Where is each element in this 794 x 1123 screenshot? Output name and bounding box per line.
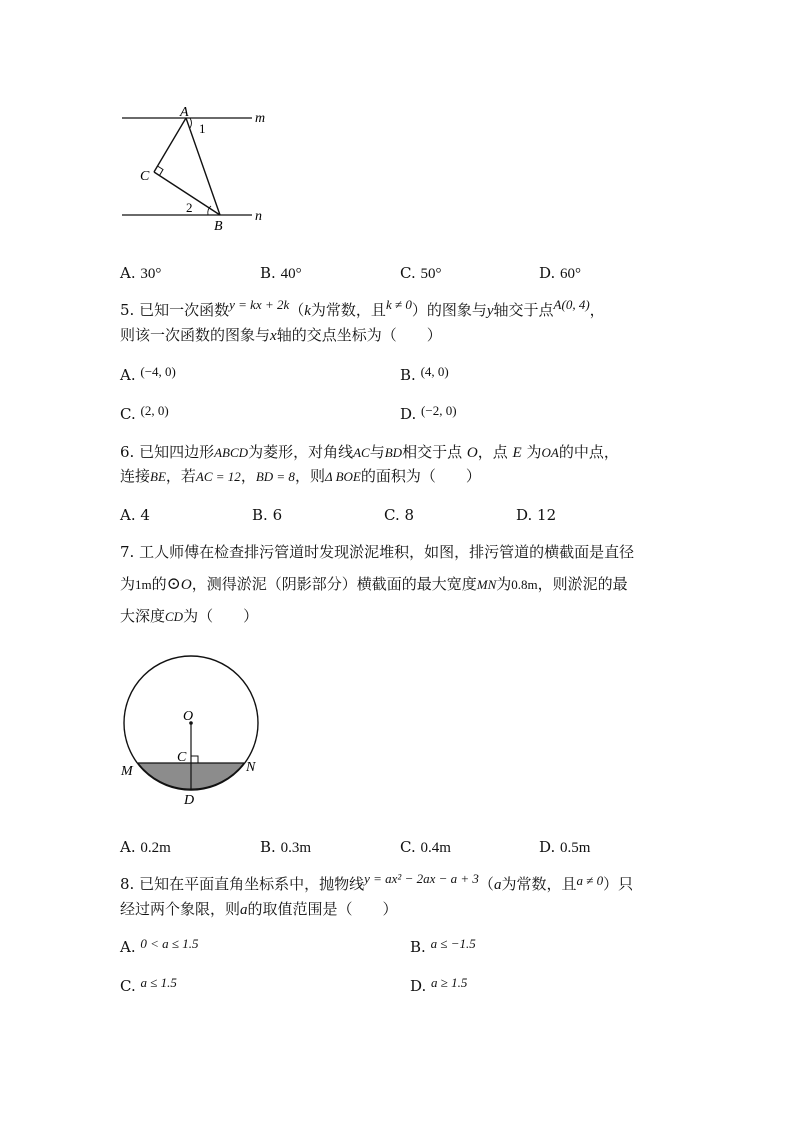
label-1: 1 bbox=[199, 121, 206, 136]
label-n: n bbox=[255, 209, 262, 224]
q7-stem-line1: 7. 工人师傅在检查排污管道时发现淤泥堆积，如图，排污管道的横截面是直径 bbox=[120, 543, 635, 561]
q6-option-b[interactable]: B. 6 bbox=[252, 506, 283, 524]
q7-option-d[interactable]: D. 0.5m bbox=[539, 838, 591, 856]
label-A: A bbox=[180, 105, 189, 120]
q6-stem-line1: 6. 已知四边形ABCD为菱形，对角线AC与BD相交于点 O，点 E 为OA的中点， bbox=[120, 443, 619, 461]
label-B: B bbox=[214, 219, 223, 234]
q5-stem-line1: 5. 已知一次函数y = kx + 2k（k为常数，且k ≠ 0）的图象与y轴交于点A(0, 4)， bbox=[120, 297, 605, 319]
figure-parallel-lines-triangle bbox=[110, 100, 290, 240]
q6-stem-line2: 连接BE，若AC = 12，BD = 8，则Δ BOE的面积为（ ） bbox=[120, 467, 481, 485]
q8-option-c[interactable]: C. a ≤ 1.5 bbox=[120, 975, 177, 995]
label-D: D bbox=[184, 793, 195, 808]
q6-option-c[interactable]: C. 8 bbox=[384, 506, 415, 524]
q4-option-a[interactable]: A. 30° bbox=[120, 264, 162, 282]
q8-stem-line1: 8. 已知在平面直角坐标系中，抛物线y = ax² − 2ax − a + 3（a为常数，且a ≠ 0）只 bbox=[120, 871, 634, 893]
q8-option-b[interactable]: B. a ≤ −1.5 bbox=[410, 936, 476, 956]
label-O: O bbox=[183, 709, 194, 724]
label-2: 2 bbox=[186, 200, 193, 215]
q5-option-c[interactable]: C. (2, 0) bbox=[120, 403, 169, 423]
q7-stem-line3: 大深度CD为（ ） bbox=[120, 607, 259, 625]
q4-option-b[interactable]: B. 40° bbox=[260, 264, 302, 282]
q6-option-a[interactable]: A. 4 bbox=[120, 506, 150, 524]
label-N: N bbox=[246, 760, 256, 775]
q4-option-c[interactable]: C. 50° bbox=[400, 264, 442, 282]
q7-stem-line2: 为1m的⊙O，测得淤泥（阴影部分）横截面的最大宽度MN为0.8m，则淤泥的最 bbox=[120, 574, 628, 594]
label-C: C bbox=[177, 750, 187, 765]
label-C: C bbox=[140, 169, 150, 184]
q8-option-a[interactable]: A. 0 < a ≤ 1.5 bbox=[120, 936, 199, 956]
q7-option-a[interactable]: A. 0.2m bbox=[120, 838, 171, 856]
q6-option-d[interactable]: D. 12 bbox=[516, 506, 557, 524]
q5-option-d[interactable]: D. (−2, 0) bbox=[400, 403, 457, 423]
figure-pipe-cross-section bbox=[110, 650, 280, 815]
q5-stem-line2: 则该一次函数的图象与x轴的交点坐标为（ ） bbox=[120, 326, 442, 344]
q4-option-d[interactable]: D. 60° bbox=[539, 264, 582, 282]
q8-option-d[interactable]: D. a ≥ 1.5 bbox=[410, 975, 468, 995]
q7-option-c[interactable]: C. 0.4m bbox=[400, 838, 451, 856]
angle-1-arc bbox=[190, 118, 192, 128]
segment-AC bbox=[154, 118, 186, 172]
right-angle-mark-C bbox=[191, 756, 198, 763]
q5-option-b[interactable]: B. (4, 0) bbox=[400, 364, 449, 384]
q8-stem-line2: 经过两个象限，则a的取值范围是（ ） bbox=[120, 900, 398, 918]
q5-option-a[interactable]: A. (−4, 0) bbox=[120, 364, 176, 384]
label-M: M bbox=[121, 764, 133, 779]
label-m: m bbox=[255, 111, 266, 126]
q7-option-b[interactable]: B. 0.3m bbox=[260, 838, 311, 856]
